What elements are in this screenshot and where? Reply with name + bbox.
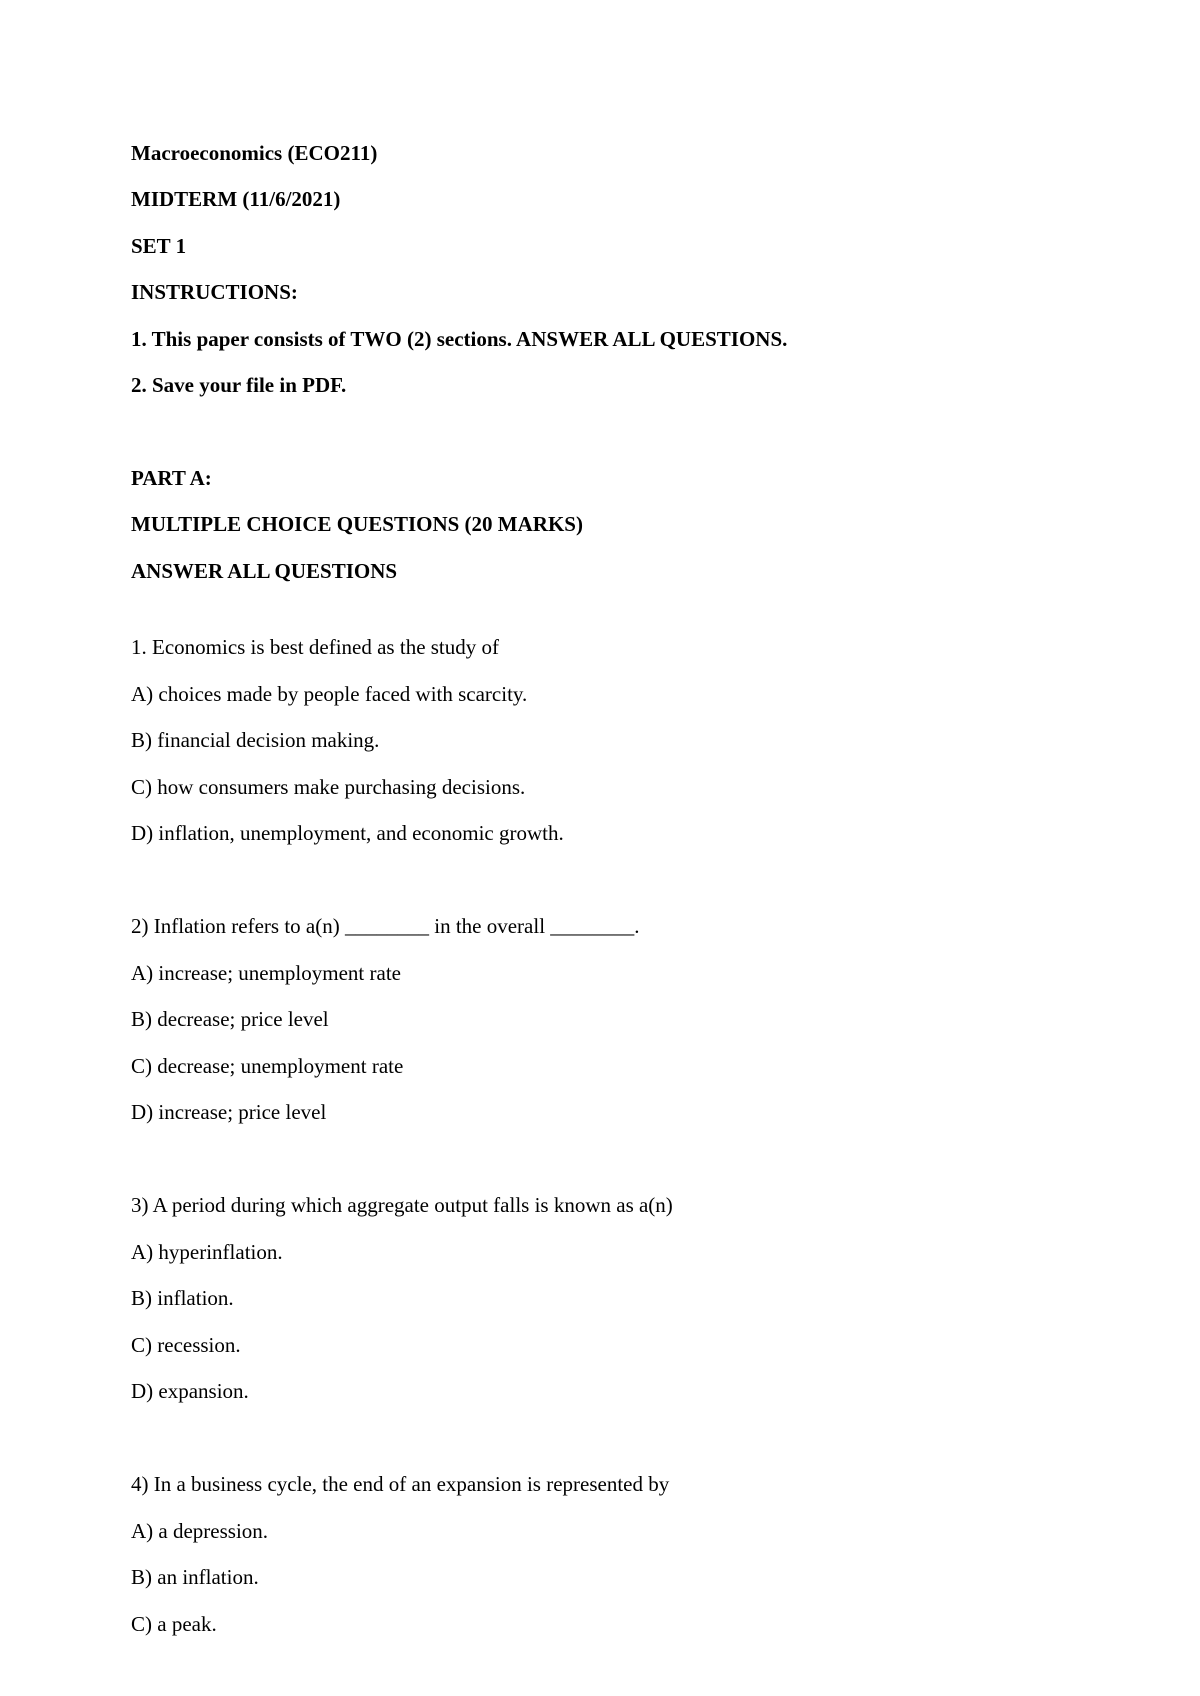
question-option: B) inflation. <box>131 1286 234 1310</box>
part-a-title: PART A: <box>131 466 212 490</box>
instruction-item: 1. This paper consists of TWO (2) sections. ANSWER ALL QUESTIONS. <box>131 327 788 351</box>
part-a-note: ANSWER ALL QUESTIONS <box>131 559 398 583</box>
question-stem: 1. Economics is best defined as the study of <box>131 635 500 659</box>
question-option: B) financial decision making. <box>131 728 380 752</box>
exam-set: SET 1 <box>131 234 187 258</box>
question-stem: 4) In a business cycle, the end of an expansion is represented by <box>131 1472 670 1496</box>
question-option: C) how consumers make purchasing decisions. <box>131 775 526 799</box>
exam-date: MIDTERM (11/6/2021) <box>131 187 341 211</box>
question-stem: 3) A period during which aggregate output falls is known as a(n) <box>131 1193 673 1217</box>
question-option: A) a depression. <box>131 1519 269 1543</box>
question-option: A) choices made by people faced with scarcity. <box>131 682 528 706</box>
question-option: A) increase; unemployment rate <box>131 961 401 985</box>
question-option: D) inflation, unemployment, and economic growth. <box>131 821 564 845</box>
question-option: D) expansion. <box>131 1379 249 1403</box>
question-stem: 2) Inflation refers to a(n) ________ in the overall ________. <box>131 914 640 938</box>
instruction-item: 2. Save your file in PDF. <box>131 373 347 397</box>
course-title: Macroeconomics (ECO211) <box>131 141 378 165</box>
part-a-subtitle: MULTIPLE CHOICE QUESTIONS (20 MARKS) <box>131 512 583 536</box>
question-option: A) hyperinflation. <box>131 1240 283 1264</box>
question-option: C) a peak. <box>131 1612 217 1636</box>
question-option: D) increase; price level <box>131 1100 327 1124</box>
question-option: B) decrease; price level <box>131 1007 329 1031</box>
question-option: C) recession. <box>131 1333 241 1357</box>
instructions-heading: INSTRUCTIONS: <box>131 280 298 304</box>
question-option: B) an inflation. <box>131 1565 259 1589</box>
question-option: C) decrease; unemployment rate <box>131 1054 404 1078</box>
